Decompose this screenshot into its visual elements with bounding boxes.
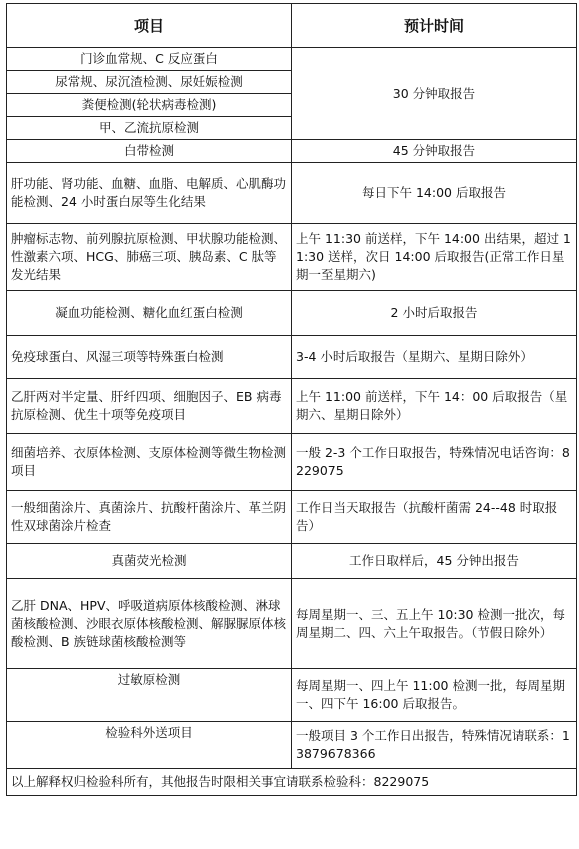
time-cell: 每周星期一、四上午 11:00 检测一批，每周星期一、四下午 16:00 后取报告。 (292, 669, 577, 722)
item-cell: 肿瘤标志物、前列腺抗原检测、甲状腺功能检测、性激素六项、HCG、肺癌三项、胰岛素、C 肽等发光结果 (7, 224, 292, 291)
item-cell: 乙肝 DNA、HPV、呼吸道病原体核酸检测、淋球菌核酸检测、沙眼衣原体核酸检测、解脲脲原体核酸检测、B 族链球菌核酸检测等 (7, 579, 292, 669)
item-cell: 白带检测 (7, 140, 292, 163)
header-time: 预计时间 (292, 4, 577, 48)
time-cell: 一般 2-3 个工作日取报告，特殊情况电话咨询：8229075 (292, 434, 577, 491)
item-cell: 甲、乙流抗原检测 (7, 117, 292, 140)
time-cell: 3-4 小时后取报告（星期六、星期日除外） (292, 336, 577, 379)
time-cell: 上午 11:00 前送样，下午 14：00 后取报告（星期六、星期日除外） (292, 379, 577, 434)
time-cell: 每日下午 14:00 后取报告 (292, 163, 577, 224)
time-cell: 工作日当天取报告（抗酸杆菌需 24--48 时取报告） (292, 491, 577, 544)
table-row (7, 140, 577, 163)
table-row (7, 491, 577, 544)
table-row (7, 291, 577, 336)
time-cell: 工作日取样后，45 分钟出报告 (292, 544, 577, 579)
item-cell: 粪便检测(轮状病毒检测) (7, 94, 292, 117)
table-header-row (7, 4, 577, 48)
item-cell: 免疫球蛋白、风湿三项等特殊蛋白检测 (7, 336, 292, 379)
item-cell: 细菌培养、衣原体检测、支原体检测等微生物检测项目 (7, 434, 292, 491)
time-cell: 45 分钟取报告 (292, 140, 577, 163)
table-row (7, 579, 577, 669)
table-row (7, 544, 577, 579)
table-row (7, 669, 577, 722)
time-cell: 一般项目 3 个工作日出报告，特殊情况请联系：13879678366 (292, 722, 577, 769)
item-cell: 肝功能、肾功能、血糖、血脂、电解质、心肌酶功能检测、24 小时蛋白尿等生化结果 (7, 163, 292, 224)
table-footer-row (7, 769, 577, 796)
item-cell: 过敏原检测 (7, 669, 292, 722)
item-cell: 门诊血常规、C 反应蛋白 (7, 48, 292, 71)
table-row (7, 336, 577, 379)
time-cell: 每周星期一、三、五上午 10:30 检测一批次，每周星期二、四、六上午取报告。（节假日除外） (292, 579, 577, 669)
table-row (7, 722, 577, 769)
time-cell: 30 分钟取报告 (292, 48, 577, 140)
table-row (7, 163, 577, 224)
table-row (7, 224, 577, 291)
item-cell: 真菌荧光检测 (7, 544, 292, 579)
header-item: 项目 (7, 4, 292, 48)
time-cell: 上午 11:30 前送样，下午 14:00 出结果，超过 11:30 送样，次日 14:00 后取报告(正常工作日星期一至星期六) (292, 224, 577, 291)
item-cell: 凝血功能检测、糖化血红蛋白检测 (7, 291, 292, 336)
item-cell: 尿常规、尿沉渣检测、尿妊娠检测 (7, 71, 292, 94)
footer-note: 以上解释权归检验科所有，其他报告时限相关事宜请联系检验科：8229075 (7, 769, 577, 796)
table-row (7, 434, 577, 491)
table-row (7, 379, 577, 434)
item-cell: 乙肝两对半定量、肝纤四项、细胞因子、EB 病毒抗原检测、优生十项等免疫项目 (7, 379, 292, 434)
time-cell: 2 小时后取报告 (292, 291, 577, 336)
report-time-table (6, 3, 577, 796)
table-row (7, 48, 577, 71)
item-cell: 检验科外送项目 (7, 722, 292, 769)
item-cell: 一般细菌涂片、真菌涂片、抗酸杆菌涂片、革兰阴性双球菌涂片检查 (7, 491, 292, 544)
